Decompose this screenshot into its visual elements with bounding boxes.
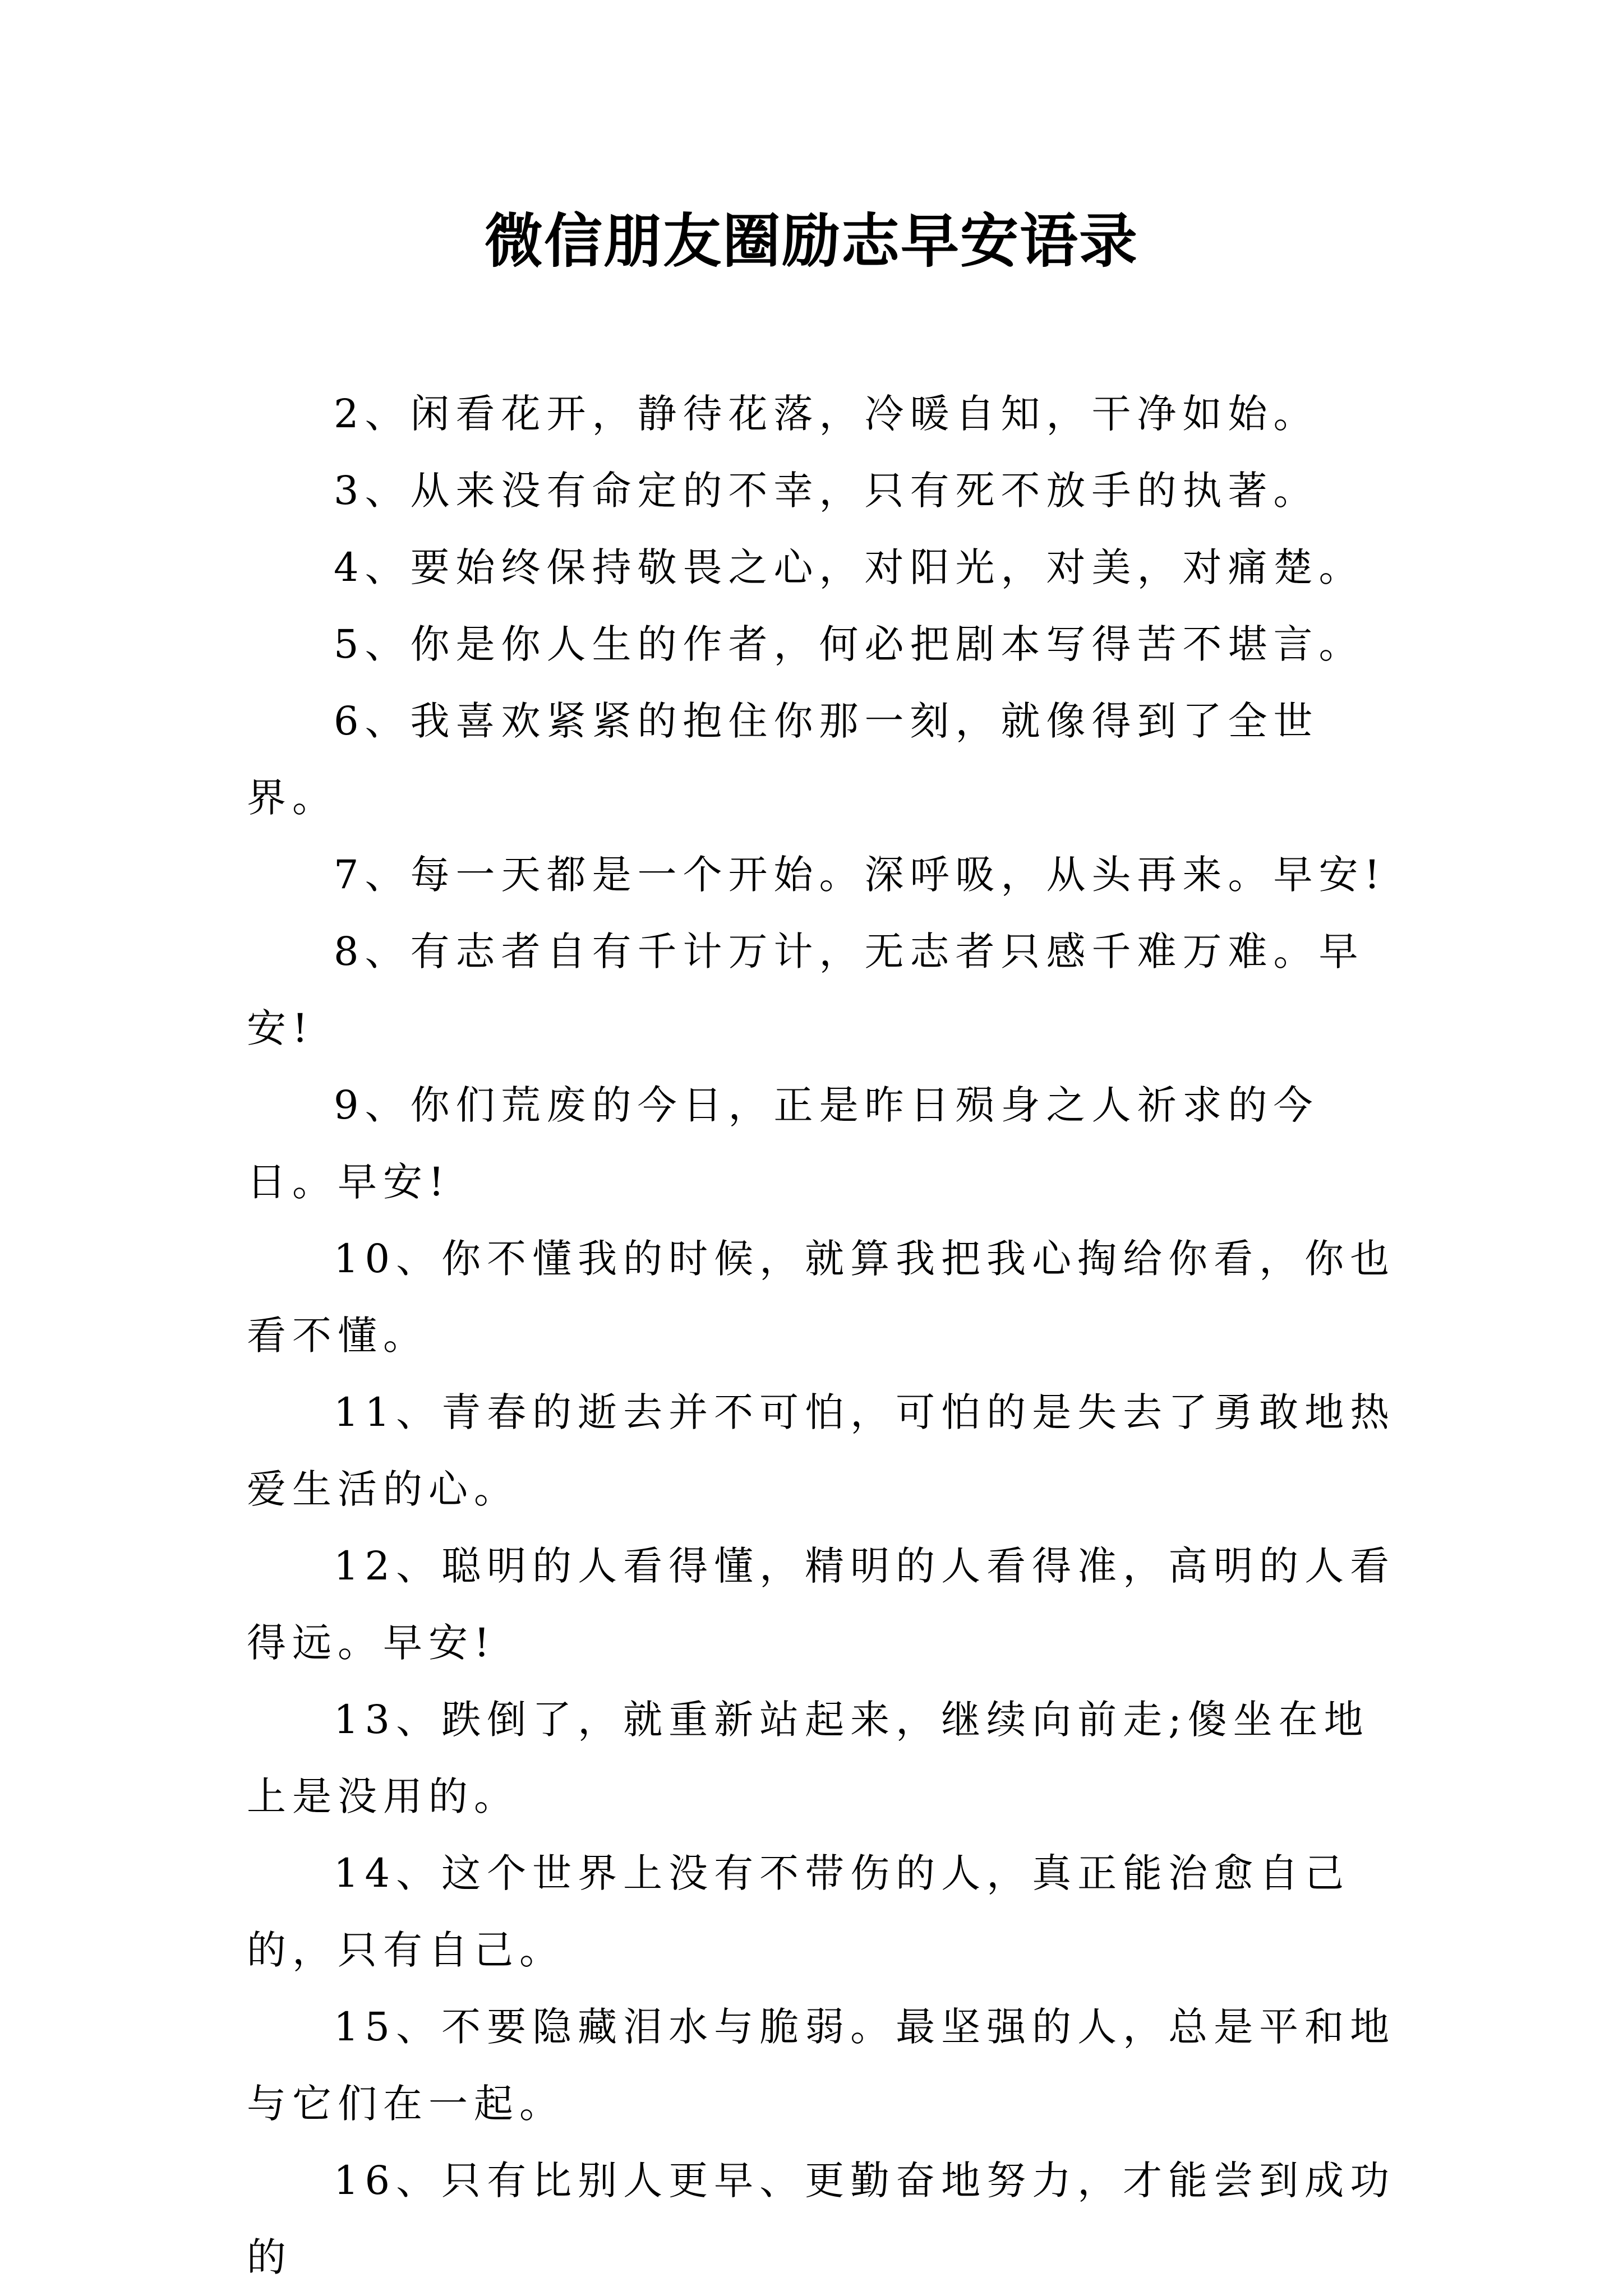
- paragraph-2: 2、闲看花开，静待花落，冷暖自知，干净如始。: [334, 391, 1319, 437]
- paragraph-4: 4、要始终保持敬畏之心，对阳光，对美，对痛楚。: [334, 544, 1364, 590]
- paragraph-10: 10、你不懂我的时候，就算我把我心掏给你看，你也看不懂。: [247, 1236, 1396, 1359]
- paragraph-12: 12、聪明的人看得懂，精明的人看得准，高明的人看得远。早安!: [247, 1543, 1396, 1666]
- paragraph-11: 11、青春的逝去并不可怕，可怕的是失去了勇敢地热爱生活的心。: [247, 1389, 1396, 1512]
- paragraph-13: 13、跌倒了，就重新站起来，继续向前走;傻坐在地上是没用的。: [247, 1697, 1370, 1819]
- paragraph-8: 8、有志者自有千计万计，无志者只感千难万难。早安!: [247, 928, 1364, 1051]
- paragraph-16: 16、只有比别人更早、更勤奋地努力，才能尝到成功的: [247, 2158, 1396, 2280]
- document-title: 微信朋友圈励志早安语录: [484, 206, 1138, 275]
- paragraph-6: 6、我喜欢紧紧的抱住你那一刻，就像得到了全世界。: [247, 698, 1319, 821]
- paragraph-7: 7、每一天都是一个开始。深呼吸，从头再来。早安!: [334, 852, 1386, 898]
- paragraph-14: 14、这个世界上没有不带伤的人，真正能治愈自己的，只有自己。: [247, 1850, 1350, 1973]
- paragraph-3: 3、从来没有命定的不幸，只有死不放手的执著。: [334, 468, 1319, 514]
- paragraph-9: 9、你们荒废的今日，正是昨日殒身之人祈求的今日。早安!: [247, 1082, 1319, 1205]
- document-body: [247, 376, 1408, 2296]
- paragraph-5: 5、你是你人生的作者，何必把剧本写得苦不堪言。: [334, 621, 1364, 667]
- paragraph-15: 15、不要隐藏泪水与脆弱。最坚强的人，总是平和地与它们在一起。: [247, 2004, 1396, 2127]
